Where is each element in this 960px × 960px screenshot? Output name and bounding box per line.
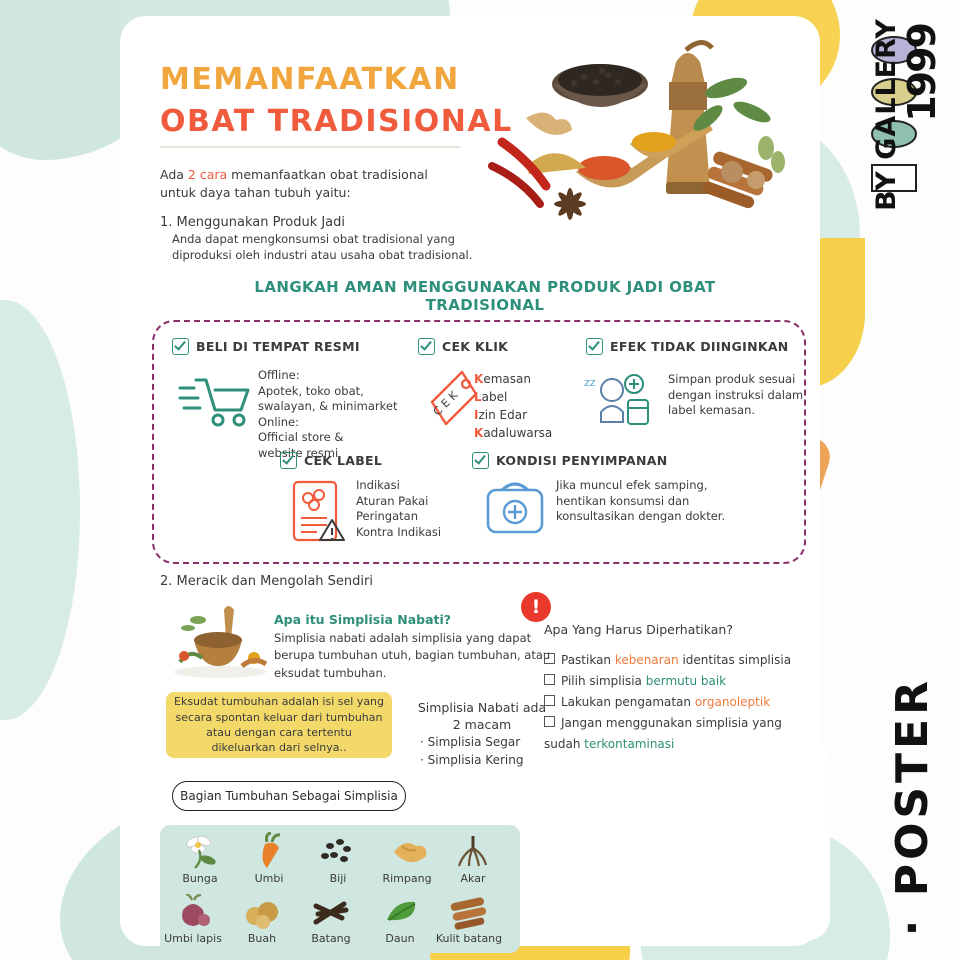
price-tag-icon	[418, 366, 482, 432]
rhizome-icon	[372, 832, 442, 870]
grid-label: Batang	[311, 932, 351, 945]
plant-parts-pill: Bagian Tumbuhan Sebagai Simplisia	[172, 781, 406, 811]
block-body-efek: Simpan produk sesuai dengan instruksi dalam label kemasan.	[668, 372, 804, 418]
label-document-icon	[288, 478, 348, 546]
flower-icon	[165, 832, 235, 870]
fruit-icon	[227, 892, 297, 930]
poster-white-panel-secondary	[500, 740, 830, 940]
grid-item-umbi-lapis	[158, 892, 228, 945]
block-title-ceklabel-label: CEK LABEL	[304, 453, 383, 468]
ceklabel-item: Kontra Indikasi	[356, 524, 442, 539]
checkbox-icon	[418, 338, 435, 355]
checkbox-icon	[472, 452, 489, 469]
checkbox-icon	[172, 338, 189, 355]
block-title-beli	[172, 338, 360, 355]
page-title-line2: OBAT TRADISIONAL	[160, 104, 513, 139]
decor-blob-mint-bottom-left	[0, 300, 80, 720]
root-icon	[438, 832, 508, 870]
beli-line6: website resmi	[258, 445, 339, 460]
grid-item-batang	[296, 892, 366, 945]
grid-item-daun	[365, 892, 435, 945]
grid-item-umbi	[234, 832, 304, 885]
attention-title: Apa Yang Harus Diperhatikan?	[544, 622, 733, 637]
block-body-ceklabel	[356, 478, 496, 540]
attention-list	[544, 650, 814, 755]
cekklik-item: Izin Edar	[474, 408, 528, 422]
block-title-efek	[586, 338, 789, 355]
beli-line3: swalayan, & minimarket	[258, 399, 398, 414]
simplisia-types-list	[420, 733, 523, 769]
grid-label: Umbi	[254, 872, 284, 885]
stem-icon	[296, 892, 366, 930]
beli-line1: Offline:	[258, 368, 300, 382]
list-item: · Simplisia Kering	[420, 753, 524, 767]
grid-label: Buah	[247, 932, 277, 945]
svg-text:C E K: C E K	[430, 388, 461, 419]
intro-text	[160, 166, 480, 202]
shopping-cart-icon	[178, 368, 254, 430]
block-title-cekklik	[418, 338, 508, 355]
intro-post: memanfaatkan obat tradisional	[227, 167, 428, 182]
intro-pre: Ada	[160, 167, 188, 182]
title-divider	[160, 146, 460, 148]
grid-label: Akar	[460, 872, 486, 885]
checkbox-icon	[280, 452, 297, 469]
cekklik-item: Label	[474, 390, 508, 404]
ceklabel-item: Peringatan	[356, 509, 419, 524]
rail-brand-label: BY GALLERY	[871, 18, 902, 211]
rail-year-label: 1999	[900, 24, 944, 122]
block-title-cekklik-label: CEK KLIK	[442, 339, 509, 354]
block-body-kondisi: Jika muncul efek samping, hentikan konsumsi dan konsultasikan dengan dokter.	[556, 478, 726, 524]
simplisia-question-body: Simplisia nabati adalah simplisia yang dapat berupa tumbuhan utuh, bagian tumbuhan, atau eksudat tumbuhan.	[274, 631, 551, 680]
block-body-beli	[258, 368, 408, 461]
spices-photo	[480, 22, 790, 222]
step2-title: 2. Meracik dan Mengolah Sendiri	[160, 574, 373, 589]
checkbox-empty-icon[interactable]	[544, 653, 555, 664]
list-item: Jangan menggunakan simplisia yang sudah terkontaminasi	[544, 716, 782, 751]
beli-line5: Official store &	[258, 430, 344, 445]
block-title-kondisi-label: KONDISI PENYIMPANAN	[496, 453, 668, 468]
section-banner: LANGKAH AMAN MENGGUNAKAN PRODUK JADI OBAT TRADISIONAL	[254, 278, 716, 314]
side-effect-icon	[582, 368, 662, 430]
grid-item-bunga	[165, 832, 235, 885]
grid-item-buah	[227, 892, 297, 945]
onion-icon	[158, 892, 228, 930]
grid-label: Umbi lapis	[164, 932, 222, 945]
page-title-line1: MEMANFAATKAN	[160, 62, 460, 97]
grid-item-biji	[303, 832, 373, 885]
list-item: · Simplisia Segar	[420, 735, 521, 749]
bark-icon	[434, 892, 504, 930]
svg-text:zz: zz	[584, 376, 596, 389]
checkbox-empty-icon[interactable]	[544, 674, 555, 685]
rail-poster-label: · POSTER	[887, 676, 938, 936]
list-item: Pilih simplisia bermutu baik	[544, 671, 814, 692]
ceklabel-item: Indikasi	[356, 478, 400, 492]
warning-icon: !	[521, 592, 551, 622]
grid-label: Rimpang	[382, 872, 432, 885]
block-title-beli-label: BELI DI TEMPAT RESMI	[196, 339, 360, 354]
seeds-icon	[303, 832, 373, 870]
grid-label: Biji	[329, 872, 347, 885]
cekklik-item: Kemasan	[474, 372, 531, 386]
block-title-efek-label: EFEK TIDAK DIINGINKAN	[610, 339, 789, 354]
cekklik-item: Kadaluwarsa	[474, 426, 553, 440]
grid-label: Kulit batang	[435, 932, 503, 945]
mortar-herbs-photo	[168, 600, 272, 678]
simplisia-question-title: Apa itu Simplisia Nabati?	[274, 612, 452, 627]
list-item: Lakukan pengamatan organoleptik	[544, 692, 814, 713]
carrot-icon	[234, 832, 304, 870]
grid-item-rimpang	[372, 832, 442, 885]
cekklik-items	[474, 370, 552, 442]
ceklabel-item: Aturan Pakai	[356, 493, 429, 508]
block-title-kondisi	[472, 452, 668, 469]
grid-item-akar	[438, 832, 508, 885]
checkbox-icon	[586, 338, 603, 355]
medicine-box-icon	[482, 478, 548, 540]
checkbox-empty-icon[interactable]	[544, 695, 555, 706]
intro-line2: untuk daya tahan tubuh yaitu:	[160, 185, 351, 201]
step1-body: Anda dapat mengkonsumsi obat tradisional yang diproduksi oleh industri atau usaha obat tradisional.	[172, 232, 473, 262]
checkbox-empty-icon[interactable]	[544, 716, 555, 727]
intro-highlight: 2 cara	[187, 167, 228, 182]
beli-line4: Online:	[258, 414, 299, 429]
right-rail	[830, 0, 960, 960]
grid-item-kulit-batang	[434, 892, 504, 945]
grid-label: Daun	[385, 932, 415, 945]
list-item: Pastikan kebenaran identitas simplisia	[544, 650, 814, 671]
block-title-ceklabel	[280, 452, 382, 469]
beli-line2: Apotek, toko obat,	[258, 383, 364, 398]
step1-title: 1. Menggunakan Produk Jadi	[160, 215, 346, 230]
grid-label: Bunga	[182, 872, 218, 885]
simplisia-types-heading: Simplisia Nabati ada 2 macam	[417, 700, 547, 732]
eksudat-callout: Eksudat tumbuhan adalah isi sel yang secara spontan keluar dari tumbuhan atau dengan cara tertentu dikeluarkan dari selnya..	[166, 692, 392, 758]
leaf-icon	[365, 892, 435, 930]
